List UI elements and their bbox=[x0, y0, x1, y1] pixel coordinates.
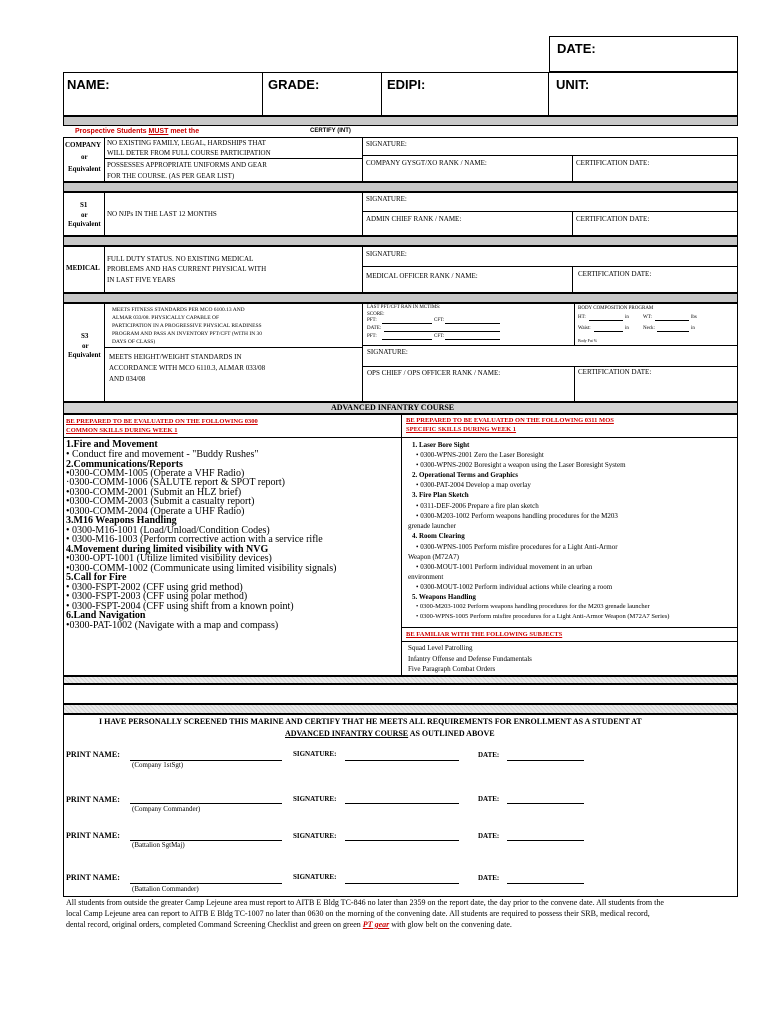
date-sgtmaj[interactable] bbox=[507, 840, 584, 841]
medical-label: MEDICAL bbox=[66, 264, 100, 272]
divider-bar bbox=[63, 116, 738, 126]
course-title: ADVANCED INFANTRY COURSE bbox=[331, 403, 455, 412]
medical-signature[interactable]: SIGNATURE: bbox=[366, 250, 407, 258]
edipi-label: EDIPI: bbox=[387, 77, 426, 92]
company-rank[interactable]: COMPANY GYSGT/XO RANK / NAME: bbox=[366, 159, 487, 167]
footer-line-3: dental record, original orders, completed Command Screening Checklist and green on green PT gear with glow belt on the convening date. bbox=[66, 920, 512, 929]
date-bn-cdr[interactable] bbox=[507, 883, 584, 884]
medical-cert[interactable]: CERTIFICATION DATE: bbox=[578, 270, 652, 278]
pt-gear: PT gear bbox=[362, 920, 390, 929]
signature-sgtmaj[interactable] bbox=[345, 840, 459, 841]
spacer-hatch bbox=[63, 676, 738, 684]
certify-statement: I HAVE PERSONALLY SCREENED THIS MARINE AND CERTIFY THAT HE MEETS ALL REQUIREMENTS FOR ENROLLMENT AS A STUDENT AT bbox=[99, 717, 642, 726]
medical-rank[interactable]: MEDICAL OFFICER RANK / NAME: bbox=[366, 272, 478, 280]
signature-company-cdr[interactable] bbox=[345, 803, 459, 804]
s3-signature[interactable]: SIGNATURE: bbox=[367, 348, 408, 356]
unit-label: UNIT: bbox=[556, 77, 590, 92]
print-name-bn-cdr[interactable] bbox=[130, 883, 282, 884]
signature-bn-cdr[interactable] bbox=[345, 883, 459, 884]
grade-label: GRADE: bbox=[268, 77, 320, 92]
s3-label: S3 bbox=[81, 332, 89, 340]
print-name-company-cdr[interactable] bbox=[130, 803, 282, 804]
skill-heading: 1.Fire and Movement bbox=[66, 439, 158, 450]
s1-label: S1 bbox=[80, 201, 88, 209]
blank-area bbox=[63, 684, 738, 704]
certify-int: CERTIFY (INT) bbox=[310, 128, 351, 134]
name-label: NAME: bbox=[67, 77, 110, 92]
s1-cert[interactable]: CERTIFICATION DATE: bbox=[576, 215, 650, 223]
date-1stsgt[interactable] bbox=[507, 760, 584, 761]
date-company-cdr[interactable] bbox=[507, 803, 584, 804]
s1-signature[interactable]: SIGNATURE: bbox=[366, 195, 407, 203]
s3-cert[interactable]: CERTIFICATION DATE: bbox=[578, 368, 652, 376]
footer-line-1: All students from outside the greater Camp Lejeune area must report to AITB E Bldg TC-846 no later than 2359 on the report date, the day prior to the convene date. All students from the bbox=[66, 898, 664, 907]
signature-1stsgt[interactable] bbox=[345, 760, 459, 761]
prospective-students: Prospective Students MUST meet the bbox=[75, 128, 200, 135]
footer-line-2: local Camp Lejeune area can report to AITB E Bldg TC-1007 no later than 0630 on the morning of the convening date. All students are required to possess their SRB, medical record, bbox=[66, 909, 650, 918]
s1-rank[interactable]: ADMIN CHIEF RANK / NAME: bbox=[366, 215, 462, 223]
company-signature[interactable]: SIGNATURE: bbox=[366, 140, 407, 148]
date-label: DATE: bbox=[557, 41, 596, 56]
company-cert[interactable]: CERTIFICATION DATE: bbox=[576, 159, 650, 167]
company-label: COMPANY bbox=[65, 141, 102, 149]
s3-rank[interactable]: OPS CHIEF / OPS OFFICER RANK / NAME: bbox=[367, 369, 501, 377]
